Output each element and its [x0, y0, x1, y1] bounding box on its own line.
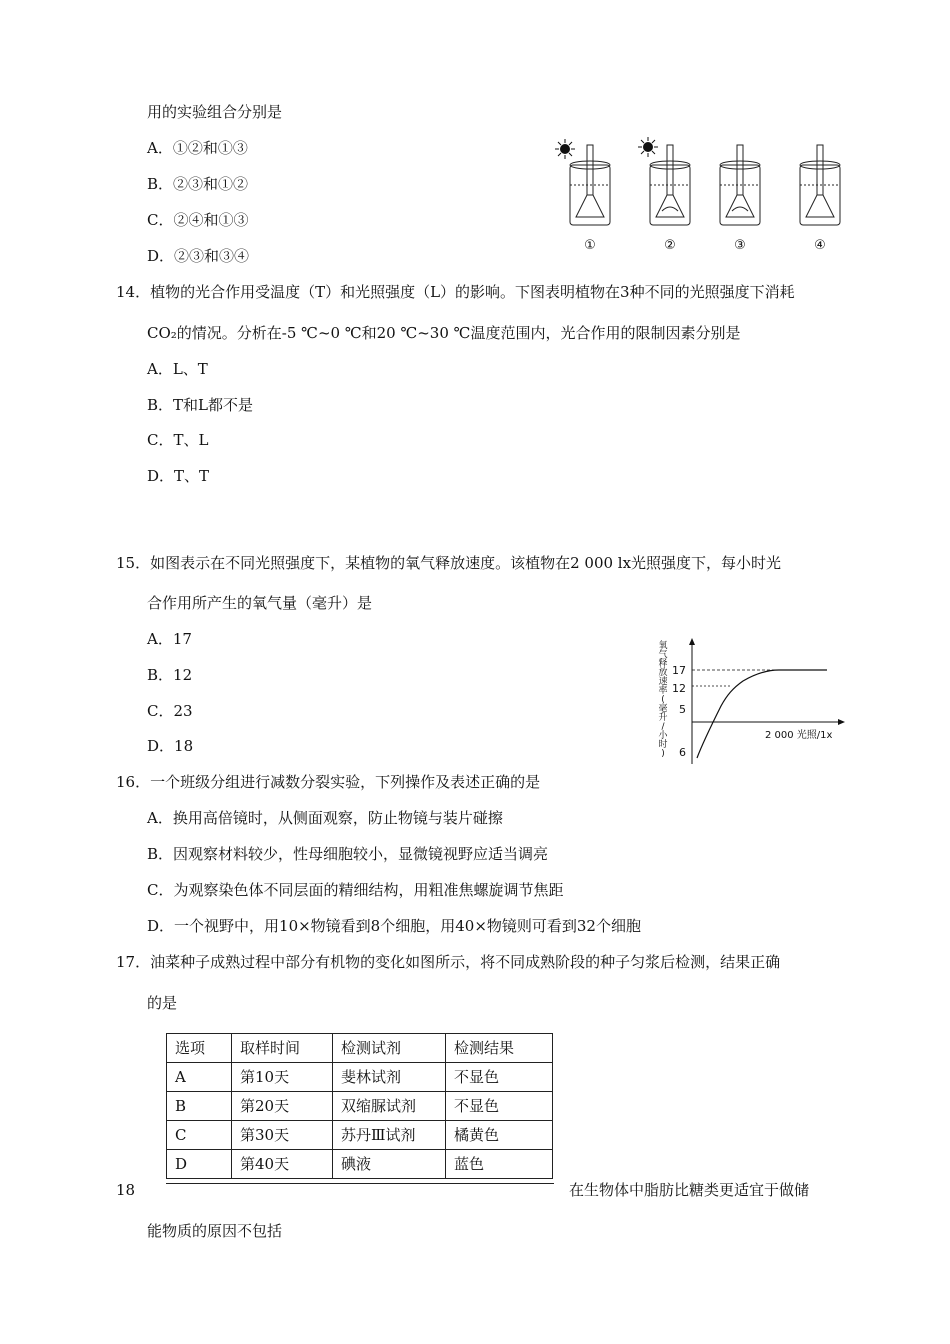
svg-text:放: 放 [658, 668, 668, 678]
oxygen-release-graph [655, 638, 855, 768]
table-header: 检测结果 [446, 1034, 553, 1063]
beaker-2 [650, 145, 690, 225]
table-cell: C [167, 1121, 232, 1150]
svg-text:速: 速 [658, 677, 668, 687]
q18-number: 18 [116, 1181, 136, 1199]
oxygen-curve [697, 670, 827, 758]
q15-option-d: D．18 [147, 737, 194, 755]
table-cell: 双缩脲试剂 [333, 1092, 446, 1121]
q13-continuation: 用的实验组合分别是 [147, 103, 283, 121]
ytick-12: 12 [672, 682, 686, 695]
q15-option-c: C．23 [147, 702, 193, 720]
beaker-4 [800, 145, 840, 225]
table-cell: D [167, 1150, 232, 1179]
table-cell: 第40天 [232, 1150, 333, 1179]
q13-apparatus-figure [550, 135, 850, 260]
x-axis-arrow [838, 719, 845, 725]
q18-stem-line1: 在生物体中脂肪比糖类更适宜于做储 [569, 1181, 810, 1199]
svg-text:时: 时 [658, 740, 668, 750]
table-cell: 苏丹Ⅲ试剂 [333, 1121, 446, 1150]
svg-text:释: 释 [658, 659, 668, 669]
q15-option-b: B．12 [147, 666, 193, 684]
svg-text:小: 小 [658, 731, 668, 741]
table-cell: 第30天 [232, 1121, 333, 1150]
svg-text:/: / [661, 722, 665, 732]
table-cell: B [167, 1092, 232, 1121]
table-row [167, 1092, 553, 1121]
q16-option-a: A．换用高倍镜时，从侧面观察，防止物镜与装片碰擦 [147, 809, 503, 827]
figure-label-4: ④ [814, 238, 826, 253]
ytick-5: 5 [679, 703, 686, 716]
table-header-row [167, 1034, 553, 1063]
svg-text:(: ( [661, 695, 665, 705]
q18-stem-line2: 能物质的原因不包括 [147, 1222, 283, 1240]
table-row [167, 1150, 553, 1179]
q17-stem-line2: 的是 [147, 994, 178, 1012]
q16-option-d: D．一个视野中，用10×物镜看到8个细胞，用40×物镜则可看到32个细胞 [147, 917, 641, 935]
table-header: 检测试剂 [333, 1034, 446, 1063]
q16-stem: 16．一个班级分组进行减数分裂实验，下列操作及表述正确的是 [116, 773, 541, 791]
q14-stem-line1: 14．植物的光合作用受温度（T）和光照强度（L）的影响。下图表明植物在3种不同的光照强度下消耗 [116, 283, 795, 301]
table-cell: A [167, 1063, 232, 1092]
y-axis-arrow [689, 638, 695, 645]
sun-icon [555, 139, 575, 159]
xlabel: 2 000 光照/1x [765, 730, 833, 741]
q16-option-c: C．为观察染色体不同层面的精细结构，用粗准焦螺旋调节焦距 [147, 881, 564, 899]
q17-results-table [166, 1033, 553, 1179]
figure-label-3: ③ [734, 238, 746, 253]
q14-option-a: A．L、T [147, 360, 208, 378]
table-row [167, 1063, 553, 1092]
svg-text:升: 升 [658, 713, 668, 723]
table-header: 取样时间 [232, 1034, 333, 1063]
svg-text:): ) [661, 749, 665, 759]
table-tail-line [166, 1183, 554, 1184]
table-cell: 不显色 [446, 1063, 553, 1092]
q16-option-b: B．因观察材料较少，性母细胞较小，显微镜视野应适当调亮 [147, 845, 549, 863]
table-cell: 第10天 [232, 1063, 333, 1092]
q14-stem-line2: CO₂的情况。分析在-5 ℃~0 ℃和20 ℃~30 ℃温度范围内，光合作用的限制因素分别是 [147, 324, 741, 342]
graph-ylabel [658, 639, 668, 759]
q17-stem-line1: 17．油菜种子成熟过程中部分有机物的变化如图所示，将不同成熟阶段的种子匀浆后检测，结果正确 [116, 953, 781, 971]
svg-text:毫: 毫 [658, 704, 668, 714]
beaker-3 [720, 145, 760, 225]
q14-option-b: B．T和L都不是 [147, 396, 253, 414]
q15-option-a: A．17 [147, 630, 192, 648]
table-cell: 第20天 [232, 1092, 333, 1121]
q14-option-d: D．T、T [147, 467, 210, 485]
beaker-1 [570, 145, 610, 225]
table-cell: 橘黄色 [446, 1121, 553, 1150]
svg-text:氧: 氧 [658, 641, 668, 651]
table-cell: 斐林试剂 [333, 1063, 446, 1092]
q15-stem-line1: 15．如图表示在不同光照强度下，某植物的氧气释放速度。该植物在2 000 lx光照强度下，每小时光 [116, 554, 782, 572]
ytick-17: 17 [672, 664, 686, 677]
q13-option-c: C．②④和①③ [147, 211, 249, 229]
svg-text:气: 气 [658, 650, 668, 660]
q13-option-d: D．②③和③④ [147, 247, 250, 265]
q13-option-a: A．①②和①③ [147, 139, 248, 157]
figure-label-2: ② [664, 238, 676, 253]
q15-stem-line2: 合作用所产生的氧气量（毫升）是 [147, 594, 373, 612]
q14-option-c: C．T、L [147, 431, 209, 449]
table-cell: 蓝色 [446, 1150, 553, 1179]
table-cell: 碘液 [333, 1150, 446, 1179]
sun-icon [638, 137, 658, 157]
q13-option-b: B．②③和①② [147, 175, 249, 193]
table-row [167, 1121, 553, 1150]
figure-label-1: ① [584, 238, 596, 253]
svg-text:率: 率 [658, 686, 668, 696]
ytick-6: 6 [679, 746, 686, 759]
table-cell: 不显色 [446, 1092, 553, 1121]
table-header: 选项 [167, 1034, 232, 1063]
